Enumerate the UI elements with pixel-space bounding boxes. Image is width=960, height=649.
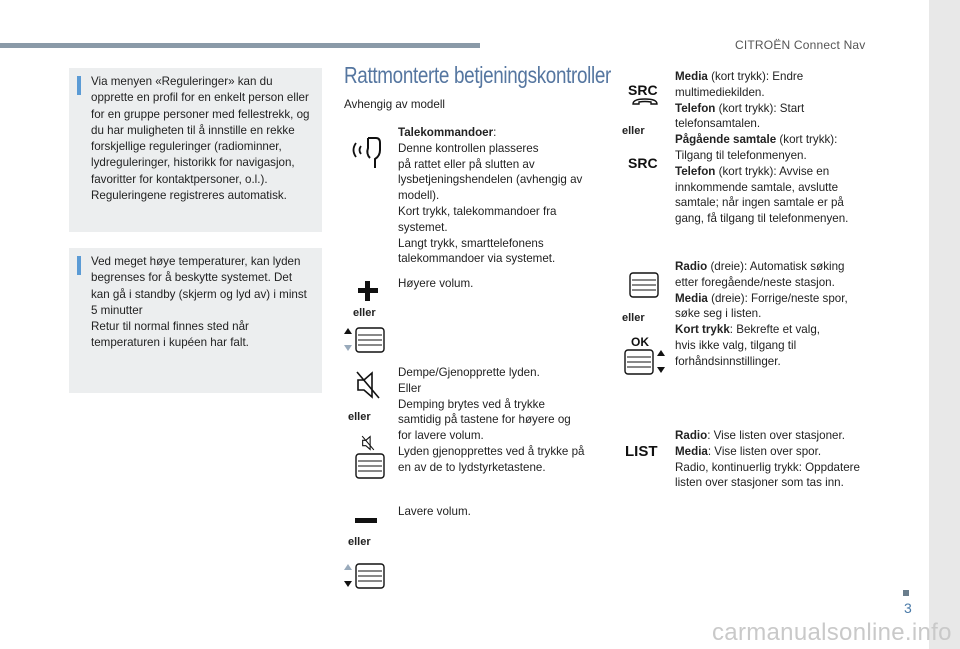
src-desc: Media (kort trykk): Endre multimediekilden. Telefon (kort trykk): Start telefonsamtalen. Pågående samtale (kort trykk): Tilgang til telefonmenyen. Telefon (kort trykk): Avvise en innkommende samtale, avslutte samtale; når ingen samtale er på gang, få tilgang til telefonmenyen. <box>675 70 849 226</box>
thumbwheel-ok-icon <box>623 348 667 376</box>
thumbwheel-icon <box>344 452 386 480</box>
eller-label: eller <box>348 536 371 548</box>
thumbwheel-icon <box>628 272 660 299</box>
thumbwheel-icon <box>344 562 386 590</box>
minus-icon <box>355 517 377 525</box>
thumbwheel-desc: Radio (dreie): Automatisk søking etter foregående/neste stasjon. Media (dreie): Forrige/neste spor, søke seg i listen. Kort trykk: Bekrefte et valg, hvis ikke valg, tilgang til forhåndsinnstillinger. <box>675 260 848 368</box>
info-note <box>69 68 322 232</box>
warning-note <box>69 248 322 393</box>
volume-up-desc: Høyere volum. <box>398 277 474 290</box>
plus-icon <box>357 280 379 302</box>
mute-small-icon <box>360 435 376 451</box>
phone-handset-icon <box>632 97 658 106</box>
section-subtitle: Avhengig av modell <box>344 98 445 111</box>
section-title: Rattmonterte betjeningskontroller <box>344 62 611 88</box>
page-header: CITROËN Connect Nav <box>735 38 866 52</box>
eller-label: eller <box>353 307 376 319</box>
page-marker <box>903 590 909 596</box>
mute-desc: Dempe/Gjenopprette lyden. Eller Demping brytes ved å trykke samtidig på tastene for høyere og for lavere volum. Lyden gjenopprettes ved å trykke på en av de to lydstyrketastene. <box>398 366 585 474</box>
info-bar-icon <box>77 256 81 275</box>
mute-icon <box>355 370 381 400</box>
warning-note-text: Ved meget høye temperaturer, kan lyden begrenses for å beskytte systemet. Det kan gå i standby (skjerm og lyd av) i minst 5 minutter Retur til normal finnes sted når temperaturen i kupéen har falt. <box>91 255 307 350</box>
eller-label: eller <box>348 411 371 423</box>
voice-command-desc: Talekommandoer: Denne kontrollen plasseres på rattet eller på slutten av lysbetjeningshendelen (avhengig av modell). Kort trykk, talekommandoer fra systemet. Langt trykk, smarttelefonens talekommandoer via systemet. <box>398 126 583 266</box>
ok-glyph: OK <box>631 335 649 349</box>
volume-down-desc: Lavere volum. <box>398 505 471 518</box>
voice-command-icon <box>350 134 384 172</box>
src-glyph: SRC <box>628 155 658 171</box>
info-bar-icon <box>77 76 81 95</box>
margin-strip <box>929 0 960 649</box>
list-desc: Radio: Vise listen over stasjoner. Media: Vise listen over spor. Radio, kontinuerlig trykk: Oppdatere listen over stasjoner som tas inn. <box>675 429 860 490</box>
watermark: carmanualsonline.info <box>712 619 952 646</box>
src-glyph: SRC <box>628 82 658 98</box>
top-rule <box>0 43 480 48</box>
eller-label: eller <box>622 125 645 137</box>
thumbwheel-icon <box>344 326 386 354</box>
page-number: 3 <box>904 600 912 616</box>
eller-label: eller <box>622 312 645 324</box>
list-glyph: LIST <box>625 443 658 460</box>
info-note-text: Via menyen «Reguleringer» kan du opprette en profil for en enkelt person eller for en gruppe personer med fellestrekk, og du har muligheten til å innstille en rekke forskjellige reguleringer (radiominner, lydreguleringer, historikk for navigasjon, favoritter for kontaktpersoner, o.l.). Reguleringene registreres automatisk. <box>91 75 310 203</box>
